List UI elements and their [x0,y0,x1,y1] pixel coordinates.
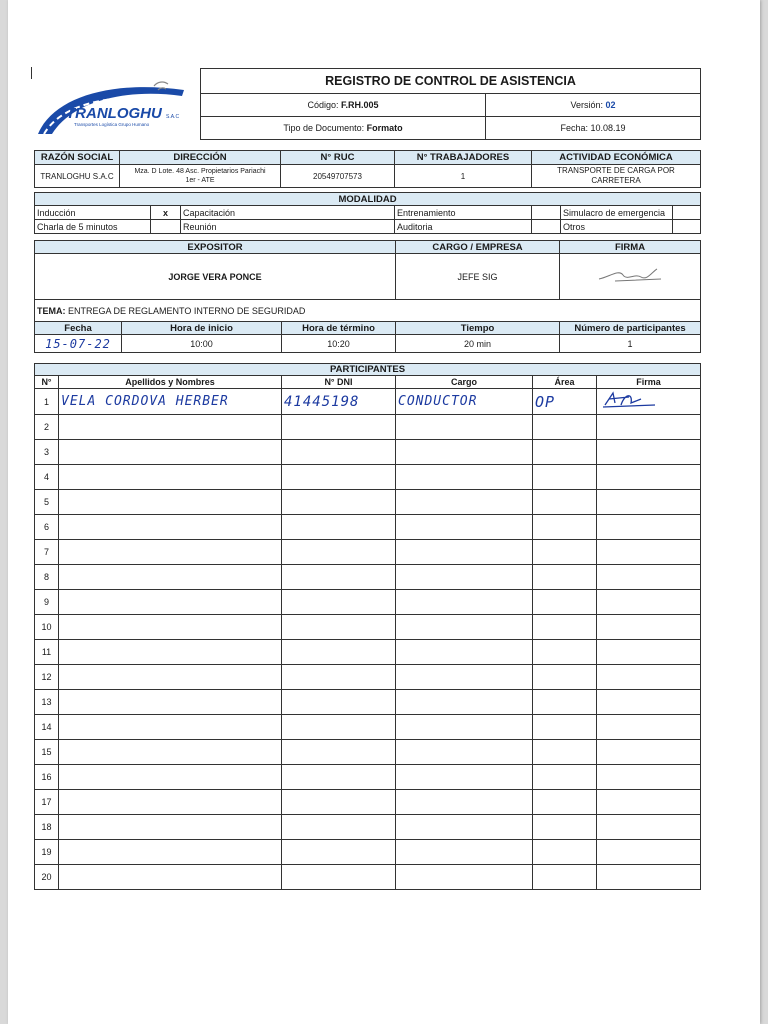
table-row [35,515,701,540]
col-area-header: Área [533,376,597,389]
row-number: 19 [35,840,59,865]
razon-header: RAZÓN SOCIAL [35,151,120,165]
logo-suffix: S.A.C [166,114,180,120]
participantes-title: PARTICIPANTES [35,364,701,376]
charla-checkbox[interactable] [151,220,181,234]
induccion-checkbox[interactable]: x [151,206,181,220]
table-row [35,790,701,815]
table-row [35,565,701,590]
table-row [35,740,701,765]
row-number: 3 [35,440,59,465]
row-number: 10 [35,615,59,640]
table-row [35,465,701,490]
col-nombre-header: Apellidos y Nombres [59,376,282,389]
table-row [35,540,701,565]
row-number: 9 [35,590,59,615]
tiempo-header: Tiempo [396,322,560,335]
table-row [35,440,701,465]
expositor-nombre: JORGE VERA PONCE [35,254,396,300]
table-row [35,590,701,615]
participantes-table [34,363,701,890]
row-number: 6 [35,515,59,540]
simulacro-checkbox[interactable] [673,206,701,220]
table-row [35,815,701,840]
fecha-cell: Fecha: 10.08.19 [486,117,701,140]
row-number: 4 [35,465,59,490]
trabajadores-header: N° TRABAJADORES [395,151,532,165]
table-row [35,690,701,715]
col-cargo-header: Cargo [396,376,533,389]
row-number: 14 [35,715,59,740]
participant-cargo: CONDUCTOR [396,389,533,415]
version-value: 02 [605,100,616,110]
logo-text: TRANLOGHU [66,105,162,122]
num-participantes-header: Número de participantes [560,322,701,335]
expositor-signature [560,254,701,300]
row-number: 18 [35,815,59,840]
row-number: 7 [35,540,59,565]
tranloghu-logo [34,76,200,138]
actividad: TRANSPORTE DE CARGA POR CARRETERA [532,165,701,188]
otros-checkbox[interactable] [673,220,701,234]
row-number: 13 [35,690,59,715]
table-row [35,715,701,740]
col-dni-header: N° DNI [282,376,396,389]
company-table [34,150,701,188]
table-row [35,840,701,865]
direccion-header: DIRECCIÓN [120,151,281,165]
row-number: 12 [35,665,59,690]
expositor-cargo: JEFE SIG [396,254,560,300]
modalidad-table [34,192,701,234]
row-number: 11 [35,640,59,665]
trabajadores: 1 [395,165,532,188]
fecha-header: Fecha [35,322,122,335]
margin-mark [31,67,32,79]
row-number: 8 [35,565,59,590]
hora-inicio-header: Hora de inicio [122,322,282,335]
table-row [35,865,701,890]
table-row [35,640,701,665]
induccion-label: Inducción [35,206,151,220]
row-number: 15 [35,740,59,765]
tipo-cell: Tipo de Documento: Formato [201,117,486,140]
capacitacion-label: Capacitación [181,206,395,220]
firma-header: FIRMA [560,241,701,254]
table-row [35,665,701,690]
row-number: 1 [35,389,59,415]
auditoria-label: Auditoria [395,220,532,234]
simulacro-label: Simulacro de emergencia [561,206,673,220]
otros-label: Otros [561,220,673,234]
table-row [35,765,701,790]
table-row [35,615,701,640]
modalidad-title: MODALIDAD [35,193,701,206]
tipo-value: Formato [366,123,403,133]
codigo-value: F.RH.005 [341,100,379,110]
cargo-empresa-header: CARGO / EMPRESA [396,241,560,254]
codigo-cell: Código: F.RH.005 [201,94,486,117]
expositor-header: EXPOSITOR [35,241,396,254]
participant-dni: 41445198 [282,389,396,415]
tema-row [35,300,701,322]
reunion-label: Reunión [181,220,395,234]
ruc: 20549707573 [281,165,395,188]
razon-social: TRANLOGHU S.A.C [35,165,120,188]
signature-icon [595,263,665,285]
participant-signature [597,389,701,415]
col-num-header: N° [35,376,59,389]
row-number: 20 [35,865,59,890]
hora-termino-header: Hora de término [282,322,396,335]
charla-label: Charla de 5 minutos [35,220,151,234]
ruc-header: N° RUC [281,151,395,165]
row-number: 17 [35,790,59,815]
table-row [35,415,701,440]
row-number: 16 [35,765,59,790]
tema-label: TEMA: [37,305,66,316]
logo-tagline: Transportes Logística Grupo Humano [74,122,150,127]
document-title: REGISTRO DE CONTROL DE ASISTENCIA [201,69,701,94]
table-row [35,389,701,415]
sesion-inicio: 10:00 [122,335,282,353]
col-firma-header: Firma [597,376,701,389]
table-row [35,490,701,515]
auditoria-checkbox[interactable] [532,220,561,234]
row-number: 2 [35,415,59,440]
sesion-termino: 10:20 [282,335,396,353]
entrenamiento-checkbox[interactable] [532,206,561,220]
entrenamiento-label: Entrenamiento [395,206,532,220]
actividad-header: ACTIVIDAD ECONÓMICA [532,151,701,165]
sesion-fecha: 15-07-22 [35,335,122,353]
direccion: Mza. D Lote. 48 Asc. Propietarios Pariachi 1er - ATE [120,165,281,188]
participant-nombre: VELA CORDOVA HERBER [59,389,282,415]
tema-value: ENTREGA DE REGLAMENTO INTERNO DE SEGURIDAD [68,305,306,316]
row-number: 5 [35,490,59,515]
version-cell: Versión: 02 [486,94,701,117]
sesion-tiempo: 20 min [396,335,560,353]
participant-area: OP [533,389,597,415]
fecha-value: 10.08.19 [590,123,626,133]
sesion-participantes: 1 [560,335,701,353]
document-header [200,68,701,140]
expositor-table [34,240,701,353]
signature-icon [599,389,659,409]
